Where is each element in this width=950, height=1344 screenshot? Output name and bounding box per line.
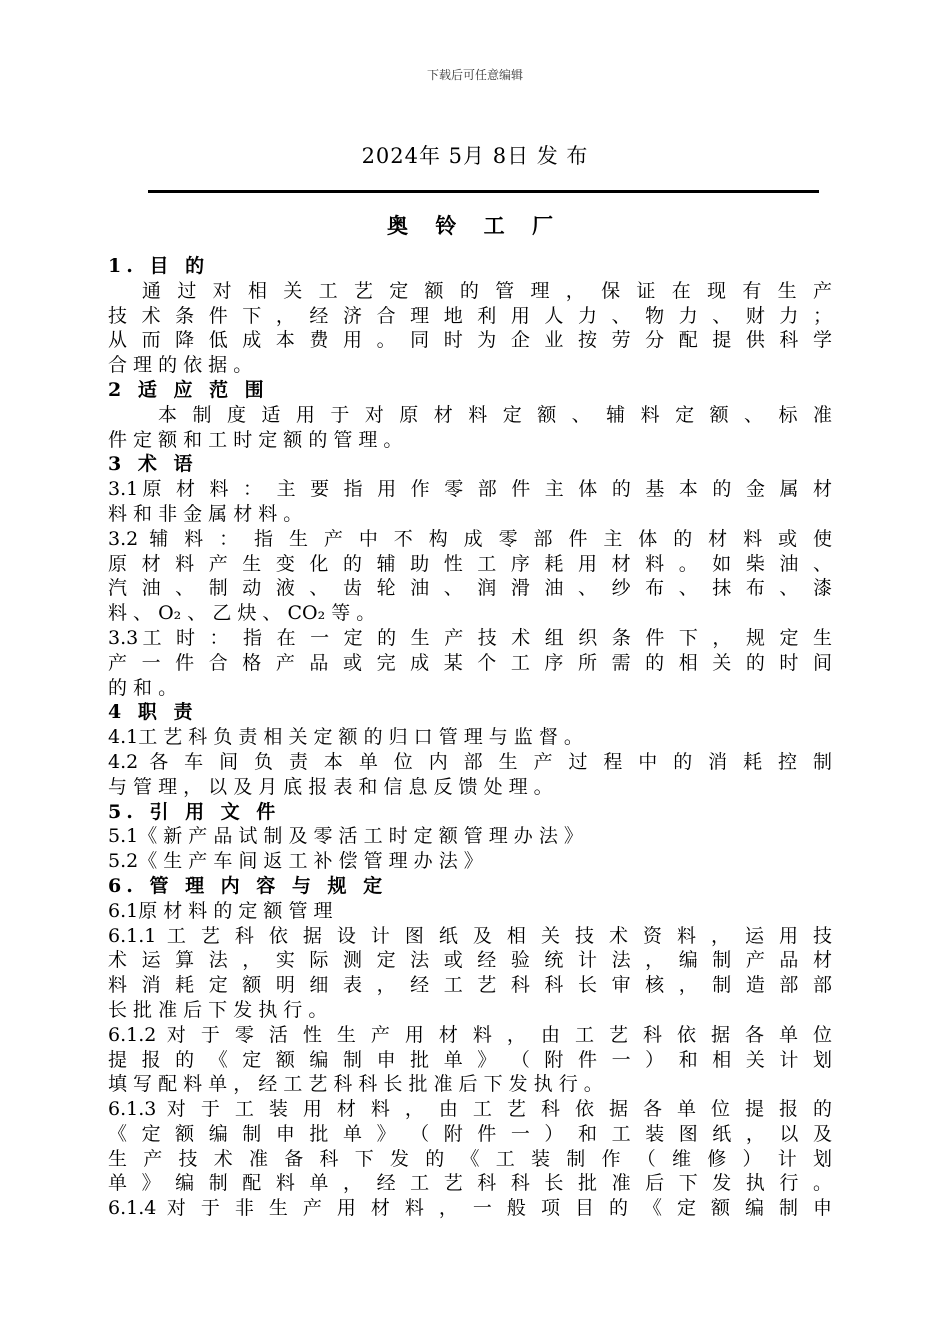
text-line: 6.1.1 工 艺 科 依 据 设 计 图 纸 及 相 关 技 术 资 料 ， 运 用 技	[108, 924, 832, 947]
text-line: 产 一 件 合 格 产 品 或 完 成 某 个 工 序 所 需 的 相 关 的 时 间	[108, 651, 832, 674]
text-line: 料 、 O₂ 、 乙 炔 、 CO₂ 等 。	[108, 602, 376, 625]
text-line: 单 》 编 制 配 料 单 ， 经 工 艺 科 科 长 批 准 后 下 发 执 行 。	[108, 1172, 832, 1195]
header-note: 下载后可任意编辑	[426, 68, 523, 82]
text-line: 生 产 技 术 准 备 科 下 发 的 《 工 装 制 作 （ 维 修 ） 计 划	[108, 1147, 832, 1170]
section-heading: 4 职 责	[108, 701, 198, 724]
text-line: 6.1.2 对 于 零 活 性 生 产 用 材 料 ， 由 工 艺 科 依 据 各 单 位	[108, 1023, 832, 1046]
release-date: 2024年 5月 8日 发 布	[361, 144, 589, 168]
text-line: 与 管 理 ， 以 及 月 底 报 表 和 信 息 反 馈 处 理 。	[108, 775, 553, 798]
section-heading: 6. 管 理 内 容 与 规 定	[108, 874, 388, 897]
text-line: 《 定 额 编 制 申 批 单 》 （ 附 件 一 ） 和 工 装 图 纸 ， 以 及	[108, 1122, 832, 1145]
text-line: 件 定 额 和 工 时 定 额 的 管 理 。	[108, 428, 403, 451]
text-line: 3.3工 时 ： 指 在 一 定 的 生 产 技 术 组 织 条 件 下 ， 规 定 生	[108, 626, 832, 649]
text-line: 汽 油 、 制 动 液 、 齿 轮 油 、 润 滑 油 、 纱 布 、 抹 布 、 漆	[108, 577, 832, 600]
text-line: 6.1.3 对 于 工 装 用 材 料 ， 由 工 艺 科 依 据 各 单 位 提 报 的	[108, 1098, 832, 1121]
text-line: 的 和 。	[108, 676, 178, 699]
section-heading: 2 适 应 范 围	[108, 378, 269, 401]
text-line: 长 批 准 后 下 发 执 行 。	[108, 998, 328, 1021]
text-line: 6.1.4 对 于 非 生 产 用 材 料 ， 一 般 项 目 的 《 定 额 编 制 申	[108, 1197, 832, 1220]
text-line: 4.1工 艺 科 负 责 相 关 定 额 的 归 口 管 理 与 监 督 。	[108, 726, 583, 749]
text-line: 通 过 对 相 关 工 艺 定 额 的 管 理 ， 保 证 在 现 有 生 产	[142, 279, 832, 302]
text-line: 5.2《 生 产 车 间 返 工 补 偿 管 理 办 法 》	[108, 850, 483, 873]
organization-title: 奥 铃 工 厂	[387, 213, 563, 238]
section-heading: 1. 目 的	[108, 255, 210, 277]
text-line: 术 运 算 法 ， 实 际 测 定 法 或 经 验 统 计 法 ， 编 制 产 品 材	[108, 949, 832, 972]
section-heading: 3 术 语	[108, 453, 198, 476]
text-line: 提 报 的 《 定 额 编 制 申 批 单 》 （ 附 件 一 ） 和 相 关 计 划	[108, 1048, 832, 1071]
text-line: 原 材 料 产 生 变 化 的 辅 助 性 工 序 耗 用 材 料 。 如 柴 油 、	[108, 552, 832, 575]
text-line: 5.1《 新 产 品 试 制 及 零 活 工 时 定 额 管 理 办 法 》	[108, 825, 583, 848]
text-line: 6.1原 材 料 的 定 额 管 理	[108, 899, 333, 922]
text-line: 技 术 条 件 下 ， 经 济 合 理 地 利 用 人 力 、 物 力 、 财 力 ；	[108, 304, 832, 327]
text-line: 从 而 降 低 成 本 费 用 。 同 时 为 企 业 按 劳 分 配 提 供 科 学	[108, 329, 832, 352]
text-line: 3.2 辅 料 ： 指 生 产 中 不 构 成 零 部 件 主 体 的 材 料 或 使	[108, 527, 832, 550]
text-line: 本 制 度 适 用 于 对 原 材 料 定 额 、 辅 料 定 额 、 标 准	[158, 403, 832, 426]
section-heading: 5. 引 用 文 件	[108, 800, 281, 823]
text-line: 合 理 的 依 据 。	[108, 354, 253, 377]
text-line: 3.1原 材 料 ： 主 要 指 用 作 零 部 件 主 体 的 基 本 的 金 属 材	[108, 478, 832, 501]
text-line: 4.2 各 车 间 负 责 本 单 位 内 部 生 产 过 程 中 的 消 耗 控 制	[108, 750, 832, 773]
text-line: 料 消 耗 定 额 明 细 表 ， 经 工 艺 科 科 长 审 核 ， 制 造 部 部	[108, 974, 832, 997]
title-divider	[148, 190, 819, 193]
document-body	[108, 254, 832, 1221]
text-line: 填 写 配 料 单 ， 经 工 艺 科 科 长 批 准 后 下 发 执 行 。	[108, 1073, 603, 1096]
text-line: 料 和 非 金 属 材 料 。	[108, 502, 303, 525]
